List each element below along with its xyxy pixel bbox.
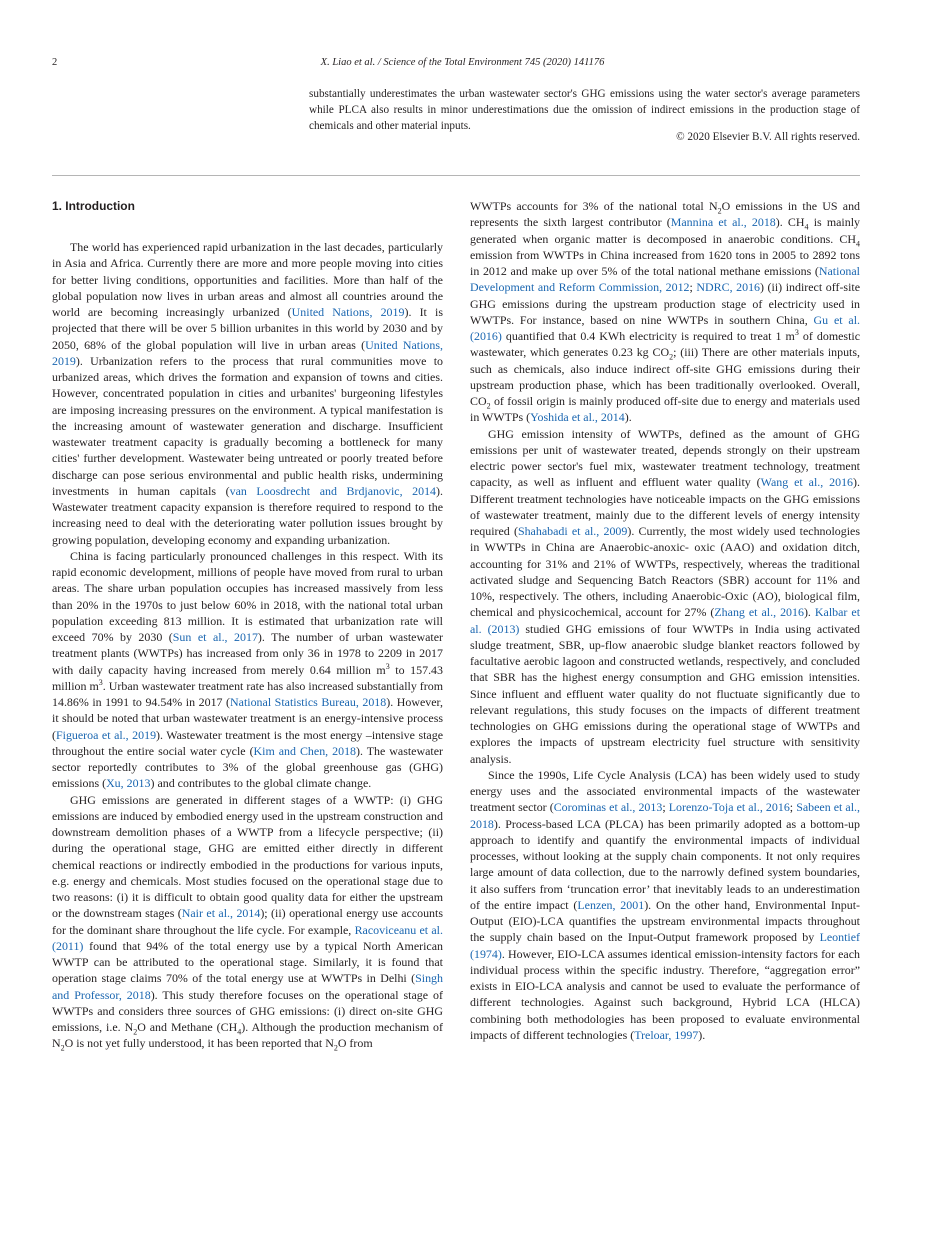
citation-link[interactable]: National Statistics Bureau, 2018: [230, 695, 387, 709]
copyright-notice: © 2020 Elsevier B.V. All rights reserved.: [676, 131, 860, 143]
citation-link[interactable]: Treloar, 1997: [634, 1027, 699, 1042]
citation-link[interactable]: Corominas et al., 2013: [553, 800, 663, 815]
citation-link[interactable]: Kim and Chen, 2018: [253, 743, 357, 758]
section-heading: 1. Introduction: [52, 199, 135, 213]
citation-link[interactable]: Leontief (1974): [470, 930, 860, 961]
citation-link[interactable]: United Nations, 2019: [291, 305, 405, 319]
citation-link[interactable]: Sabeen et al., 2018: [470, 800, 860, 831]
citation-link[interactable]: Shahabadi et al., 2009: [517, 524, 628, 538]
paragraph: WWTPs accounts for 3% of the national total $N_2O$ emissions in the US and represents the sixth largest contributor (Mannina et al., 2018). $CH_4$ is mainly generated when organic matter is decomposed in anaerobic conditions. $CH_4$ emission from WWTPs in China increased from 1620 tons in 2005 to 2892 tons in 2012 and make up over 5% of the total national methane emissions (National Development and Reform Commission, 2012; NDRC, 2016) (ii) indirect off-site GHG emissions during the upstream production stage of electricity used in WWTPs. For instance, based on nine WWTPs in southern China, Gu et al. (2016) quantified that 0.4 KWh electricity is required to treat 1 $m^3$ of domestic wastewater, which generates 0.23 kg $CO_2$; (iii) There are other materials inputs, such as chemicals, also induce indirect off-site GHG emissions during their upstream production phase, which has been traditionally overlooked. Overall, $CO_2$ of fossil origin is mainly produced off-site due to energy and materials used in WWTPs (Yoshida et al., 2014).: [470, 199, 861, 425]
citation-link[interactable]: Yoshida et al., 2014: [530, 410, 625, 425]
citation-link[interactable]: Lenzen, 2001: [577, 897, 645, 912]
citation-link[interactable]: Lorenzo-Toja et al., 2016: [668, 800, 790, 815]
running-title: X. Liao et al. / Science of the Total Environment 745 (2020) 141176: [320, 57, 605, 68]
citation-link[interactable]: Singh and Professor, 2018: [52, 971, 443, 1002]
citation-link[interactable]: Nair et al., 2014: [181, 906, 261, 921]
citation-link[interactable]: Racoviceanu et al. (2011): [52, 922, 443, 953]
citation-link[interactable]: Figueroa et al., 2019: [55, 727, 157, 742]
paragraph: Since the 1990s, Life Cycle Analysis (LCA) has been widely used to study energy uses and the associated environmental impacts of the wastewater treatment sector (Corominas et al., 2013; Lorenzo-Toja et al., 2016; Sabeen et al., 2018). Process-based LCA (PLCA) has been primarily adopted as a bottom-up approach to identify and quantify the environmental impacts of individual processes, without looking at the supply chain components. It not only requires large amount of data collection, due to the narrowly defined system boundaries, it also suffers from ‘truncation error’ that inevitably leads to an underestimation of the entire impact (Lenzen, 2001). On the other hand, Environmental Input-Output (EIO)-LCA quantifies the upstream environmental impacts throughout the supply chain based on the Input-Output framework proposed by Leontief (1974). However, EIO-LCA assumes identical emission-intensity factors for each individual process within the specific industry. Therefore, “aggregation error” exists in EIO-LCA analysis and cannot be used to evaluate the performance of different technologies. Against such background, Hybrid LCA (HLCA) combining both methodologies has been proposed to evaluate environmental impacts of different technologies (Treloar, 1997).: [470, 767, 860, 1042]
citation-link[interactable]: Zhang et al., 2016: [714, 605, 804, 620]
citation-link[interactable]: Wang et al., 2016: [760, 475, 854, 490]
citation-link[interactable]: Mannina et al., 2018: [670, 215, 776, 230]
left-column: [52, 198, 443, 1052]
citation-link[interactable]: Kalbar et al. (2013): [470, 605, 861, 636]
citation-link[interactable]: National Development and Reform Commission, 2012: [470, 264, 860, 295]
paragraph: GHG emissions are generated in different stages of a WWTP: (i) GHG emissions are induced by embodied energy used in the upstream construction and downstream demolition phases of a WWTP from a lifecycle perspective; (ii) during the operational stage, GHG are emitted either directly in different chemical reactions or indirectly embodied in the productions for various inputs, e.g. energy and chemicals. Most studies focused on the operational stage due to two reasons: (i) it is difficult to obtain good quality data for either the upstream or the downstream stages (Nair et al., 2014); (ii) operational energy use accounts for the dominant share throughout the life cycle. For example, Racoviceanu et al. (2011) found that 94% of the total energy use by a typical North American WWTP can be attributed to the operational stage. Similarly, it is found that operation stage claims 70% of the total energy use at WWTPs in Delhi (Singh and Professor, 2018). This study therefore focuses on the operational stage of WWTPs and considers three sources of GHG emissions: (i) direct on-site GHG emissions, i.e. $N_2O$ and Methane $(CH_4)$. Although the production mechanism of $N_2O$ is not yet fully understood, it has been reported that $N_2O$ from: [52, 792, 444, 1053]
citation-link[interactable]: Sun et al., 2017: [172, 630, 258, 644]
citation-link[interactable]: United Nations, 2019: [52, 337, 443, 368]
abstract-tail: substantially underestimates the urban wastewater sector's GHG emissions using the water sector's average parameters while PLCA also results in minor underestimations due the omission of indirect emissions in the production stage of chemicals and other material inputs.: [309, 88, 860, 132]
citation-link[interactable]: van Loosdrecht and Brdjanovic, 2014: [229, 483, 437, 498]
citation-link[interactable]: Gu et al. (2016): [470, 312, 860, 343]
paragraph: China is facing particularly pronounced challenges in this respect. With its rapid economic development, millions of people have moved from rural to urban areas. The share urban population occupies has increased massively from less than 20% in the 1970s to just below 60% in 2018, with the national total urban population exceeding 813 million. It is estimated that urbanization rate will exceed 70% by 2030 (Sun et al., 2017). The number of urban wastewater treatment plants (WWTPs) has increased from only 36 in 1978 to 2209 in 2017 with daily capacity having increased from merely 0.64 million $m^3$ to 157.43 million $m^3$. Urban wastewater treatment rate has also increased substantially from 14.86% in 1991 to 94.54% in 2017 (National Statistics Bureau, 2018). However, it should be noted that urban wastewater treatment is an energy-intensive process (Figueroa et al., 2019). Wastewater treatment is the most energy –intensive stage throughout the entire social water cycle (Kim and Chen, 2018). The wastewater sector reportedly contributes to 3% of the global greenhouse gas (GHG) emissions (Xu, 2013) and contributes to the global climate change.: [52, 548, 443, 791]
citation-link[interactable]: Xu, 2013: [106, 776, 151, 791]
section-divider: [52, 175, 860, 176]
page-number: 2: [52, 57, 58, 68]
paragraph: The world has experienced rapid urbanization in the last decades, particularly in Asia and Africa. Currently there are more and more people moving into cities for better living conditions, opportunities and facilities. More than half of the global population now lives in urban areas and almost all countries around the world are becoming increasingly urbanized (United Nations, 2019). It is projected that there will be over 5 billion urbanites in this world by 2030 and by 2050, 68% of the global population will live in urban areas (United Nations, 2019). Urbanization refers to the process that rural communities move to urbanized areas, which drives the formation and expansion of towns and cities. However, concentrated population in cities and urbanites' burgeoning lifestyles are imposing increasing pressures on the environment. A typical manifestation is the increasing amount of wastewater generation and discharge. Insufficient wastewater treatment capacity is gradually becoming a bottleneck for many cities' further development. Wastewater being untreated or poorly treated before discharge can pose serious environmental and public health risks, undermining investments in human capitals (van Loosdrecht and Brdjanovic, 2014). Wastewater treatment capacity expansion is therefore required to respond to the increasing need to deal with the deteriorating water pollution issues brought by growing population, developing economy and expanding urbanization.: [52, 240, 443, 547]
paragraph: GHG emission intensity of WWTPs, defined as the amount of GHG emissions per unit of wastewater treated, depends strongly on their upstream electric power sector's fuel mix, wastewater treatment technology, treatment capacity, as well as influent and effluent water quality (Wang et al., 2016). Different treatment technologies have noticeable impacts on the GHG emissions of wastewater treatment, mainly due to the different levels of energy intensity required (Shahabadi et al., 2009). Currently, the most widely used technologies in WWTPs in China are Anaerobic-anoxic- oxic (AAO) and oxidation ditch, accounting for 31% and 21% of WWTPs, respectively, whereas the traditional activated sludge and Sequencing Batch Reactors (SBR) account for 11% and 10%, respectively. The others, including Anaerobic-Oxic (AO), biological film, chemical and physicochemical, account for 27% (Zhang et al., 2016). Kalbar et al. (2013) studied GHG emissions of four WWTPs in India using activated sludge treatment, SBR, up-flow anaerobic sludge blanket reactors followed by facultative aerobic lagoon and constructed wetlands, respectively, and concluded that SBR has the highest energy consumption and GHG emission intensities. Since influent and effluent water quality do not fluctuate significantly due to relevant regulations, this study focuses on the impacts of different treatment technologies on GHG emissions during the operational stage of WWTPs and explores the impacts of upstream electricity fuel structure with sensitivity analysis.: [470, 426, 861, 766]
right-column: [470, 198, 860, 1043]
citation-link[interactable]: NDRC, 2016: [696, 280, 761, 295]
